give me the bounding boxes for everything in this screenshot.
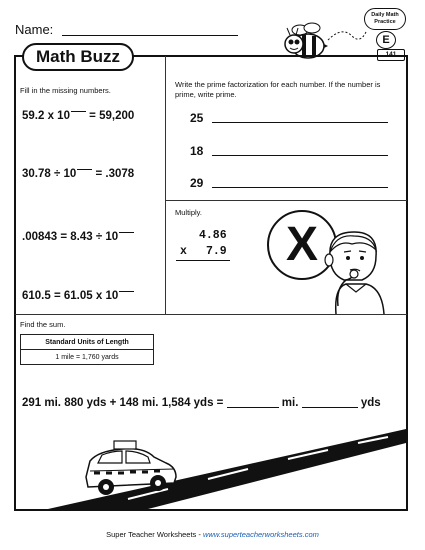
exponent-blank-1[interactable] [71,111,86,112]
multiply-bottom: 7.9 [206,245,227,258]
units-table-header: Standard Units of Length [21,335,154,350]
footer-text: Super Teacher Worksheets - [106,530,203,539]
equation-4-left: 610.5 = 61.05 x 10 [22,290,119,302]
multiply-operator: x [180,245,187,258]
prime-number-1: 25 [190,111,204,125]
exponent-blank-2[interactable] [77,169,92,170]
equation-1-left: 59.2 x 10 [22,110,70,122]
equation-2-left: 30.78 ÷ 10 [22,168,77,180]
yards-answer-blank[interactable] [302,407,358,408]
column-divider [165,56,166,314]
section-divider-main [15,314,407,315]
worksheet-number: 141 [377,49,405,61]
road-taxi-illustration [18,425,406,509]
unit-miles: mi. [281,397,299,409]
prime-number-3: 29 [190,176,204,190]
equation-4 [22,290,134,302]
equation-1-right: = 59,200 [89,110,135,122]
prime-instruction: Write the prime factorization for each number. If the number is prime, write prime. [175,80,381,99]
unit-yards: yds [360,397,381,409]
multiply-top: 4.86 [199,229,227,242]
prime-number-2: 18 [190,144,204,158]
daily-math-badge [364,8,406,30]
equation-3-left: .00843 = 8.43 ÷ 10 [22,231,119,243]
sum-equation [22,397,381,409]
prime-answer-line-1[interactable] [212,122,388,123]
equation-3 [22,231,134,243]
exponent-blank-3[interactable] [119,232,134,233]
footer [0,530,425,539]
miles-answer-blank[interactable] [227,407,279,408]
footer-link[interactable]: www.superteacherworksheets.com [202,530,319,539]
x-symbol-circle: X [267,210,337,280]
prime-answer-line-2[interactable] [212,155,388,156]
daily-math-line1: Daily Math [371,12,399,18]
taxi-icon [86,441,176,495]
name-label: Name: [15,22,54,37]
worksheet-title: Math Buzz [22,43,134,71]
daily-math-line2: Practice [374,19,396,25]
multiply-line [176,260,230,261]
equation-1 [22,110,134,122]
missing-numbers-instruction: Fill in the missing numbers. [20,86,111,95]
multiply-instruction: Multiply. [175,208,202,217]
section-divider-right [166,200,407,201]
equation-2-right: = .3078 [95,168,135,180]
units-table [20,334,154,365]
prime-answer-line-3[interactable] [212,187,388,188]
exponent-blank-4[interactable] [119,291,134,292]
units-table-row: 1 mile = 1,760 yards [21,350,154,365]
level-badge: E [376,31,396,49]
name-line[interactable] [62,35,238,36]
sum-instruction: Find the sum. [20,320,66,329]
sum-equation-text: 291 mi. 880 yds + 148 mi. 1,584 yds = [22,397,224,409]
thinking-boy-icon [316,226,394,314]
equation-2 [22,168,134,180]
